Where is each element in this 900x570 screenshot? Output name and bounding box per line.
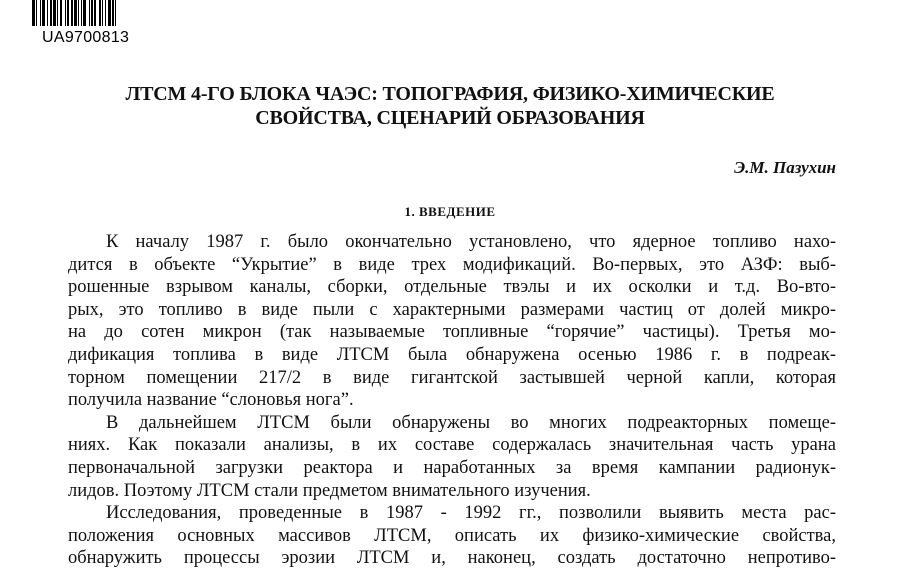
body-text bbox=[68, 231, 836, 570]
text-line: первоначальной загрузки реактора и наработанных за время кампании радионук- bbox=[68, 457, 836, 478]
text-line: на до сотен микрон (так называемые топливные “горячие” частицы). Третья мо- bbox=[68, 322, 836, 343]
section-heading: 1. ВВЕДЕНИЕ bbox=[404, 204, 496, 219]
text-line: К началу 1987 г. было окончательно установлено, что ядерное топливо нахо- bbox=[106, 232, 836, 252]
barcode bbox=[32, 0, 164, 26]
title-line-1: ЛТСМ 4-ГО БЛОКА ЧАЭС: ТОПОГРАФИЯ, ФИЗИКО-ХИМИЧЕСКИЕ bbox=[125, 83, 775, 105]
document-id: UA9700813 bbox=[42, 29, 130, 46]
text-line: дится в объекте “Укрытие” в виде трех модификаций. Во-первых, это АЗФ: выб- bbox=[68, 254, 836, 275]
text-line: дификация топлива в виде ЛТСМ была обнаружена осенью 1986 г. в подреак- bbox=[68, 344, 836, 365]
text-line: обнаружить процессы эрозии ЛТСМ и, наконец, создать достаточно непротиво- bbox=[68, 548, 836, 569]
text-line: рошенные взрывом каналы, сборки, отдельные твэлы и их осколки и т.д. Во-вто- bbox=[68, 277, 836, 298]
text-line: рых, это топливо в виде пыли с характерными размерами частиц от долей микро- bbox=[68, 299, 836, 320]
text-line: торном помещении 217/2 в виде гигантской застывшей черной капли, которая bbox=[68, 367, 836, 388]
text-line: Исследования, проведенные в 1987 - 1992 гг., позволили выявить места рас- bbox=[106, 503, 836, 524]
paper-title bbox=[60, 82, 840, 130]
text-line: лидов. Поэтому ЛТСМ стали предметом внимательного изучения. bbox=[68, 480, 591, 501]
text-line: ниях. Как показали анализы, в их составе содержалась значительная часть урана bbox=[68, 435, 836, 456]
author-name: Э.М. Пазухин bbox=[734, 158, 836, 177]
title-line-2: СВОЙСТВА, СЦЕНАРИЙ ОБРАЗОВАНИЯ bbox=[255, 107, 645, 129]
text-line: получила название “слоновья нога”. bbox=[68, 390, 354, 411]
barcode-stripe bbox=[116, 0, 119, 26]
text-line: положения основных массивов ЛТСМ, описать их физико-химические свойства, bbox=[68, 525, 836, 546]
text-line: В дальнейшем ЛТСМ были обнаружены во многих подреакторных помеще- bbox=[106, 412, 836, 433]
